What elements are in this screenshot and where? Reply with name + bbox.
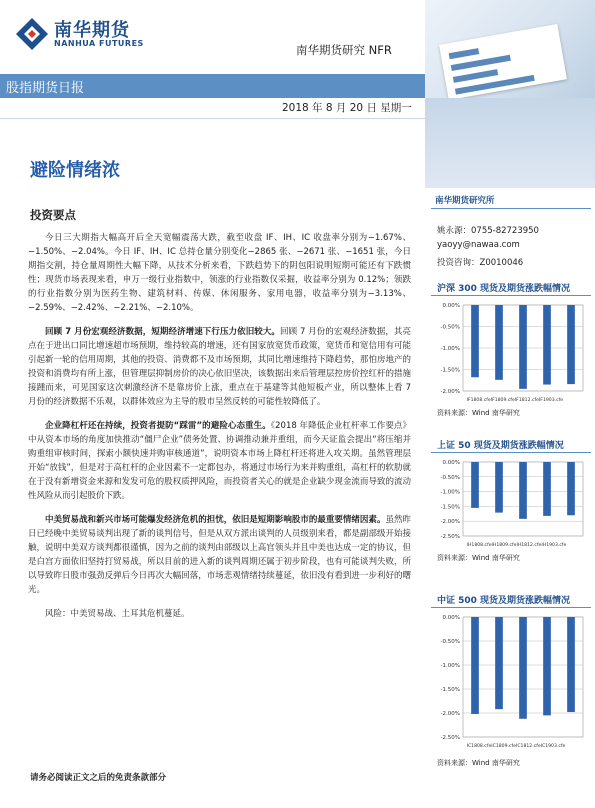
body-paragraph bbox=[28, 607, 411, 621]
y-tick-label: -2.50% bbox=[440, 534, 460, 540]
report-type: 股指期货日报 bbox=[6, 81, 85, 96]
bar bbox=[567, 305, 575, 384]
research-label: 南华期货研究 NFR bbox=[296, 43, 392, 57]
bar bbox=[543, 305, 551, 385]
bar bbox=[495, 617, 503, 709]
y-tick-label: 0.00% bbox=[442, 460, 460, 466]
hero-paper-graphic bbox=[439, 24, 567, 98]
logo-mark-icon bbox=[14, 16, 50, 52]
paragraph-text: 风险：中美贸易战、土耳其危机蔓延。 bbox=[45, 609, 190, 619]
paragraph-text: 回顾 7 月份的宏观经济数据，其亮点在于进出口同比增速超市场预期，维持较高的增速，还有国家放宽货币政策，宽货币和宽信用有可能引起新一轮的信用周期，其他的投资、消费都不及市场预期，其同比增速维持下降趋势，那怕房地产的投资和消费均有所上涨，但管理层抑制房价的决心依旧坚决，该数据出来后管理层控房价控红杆的措施接踵而来，可见国家这次刺激经济不是靠房价上涨，重点在于基建等其他短板产业，所以整体上看 7 月份的经济数据不乐观，以群体效应为主导的股市呈然反转的可能性较降低了。 bbox=[28, 327, 411, 407]
bar bbox=[519, 462, 527, 519]
bar bbox=[471, 617, 479, 714]
section-heading: 投资要点 bbox=[30, 208, 76, 222]
bar bbox=[495, 305, 503, 380]
report-type-band bbox=[0, 74, 425, 98]
sidebar-divider bbox=[431, 208, 591, 209]
paragraph-lead: 回顾 7 月份宏观经济数据，短期经济增速下行压力依旧较大。 bbox=[45, 327, 281, 337]
chart-zz500 bbox=[433, 611, 589, 751]
y-tick-label: -1.00% bbox=[440, 489, 460, 496]
body-text bbox=[28, 231, 411, 631]
bar bbox=[519, 617, 527, 719]
sidebar-top-panel bbox=[425, 98, 595, 188]
bar bbox=[471, 305, 479, 377]
page-title: 避险情绪浓 bbox=[30, 160, 120, 181]
body-paragraph bbox=[28, 325, 411, 409]
y-tick-label: -0.50% bbox=[440, 474, 460, 481]
bar bbox=[567, 462, 575, 515]
analyst-email: yaoyy@nawaa.com bbox=[437, 240, 520, 250]
y-tick-label: -0.50% bbox=[440, 639, 460, 645]
y-tick-label: -2.00% bbox=[440, 711, 460, 717]
bar bbox=[519, 305, 527, 389]
chart-sz50 bbox=[433, 456, 589, 550]
chart-source: 资料来源：Wind 南华研究 bbox=[437, 554, 520, 562]
paragraph-text: 今日三大期指大幅高开后全天宽幅震荡大跌，截至收盘 IF、IH、IC 收盘率分别为−1.67%、−1.50%、−2.04%。今日 IF、IH、IC 总持仓量分别变化−2865 张、−2671 张、−1651 张，今日期指交割，持仓量周期性大幅下降，从技术分析来看，下跌趋势下的阴包阳说明短期可能还有下跌惯性；现货市场表现来看，申万一级行业指数中，领涨的行业指数仅采掘，收益率分别为 0.12%；领跌的行业指数分别为医药生物、建筑材料、传媒、休闲服务、家用电器，收益率分别为−3.13%、−2.59%、−2.42%、−2.21%、−2.10%。 bbox=[28, 233, 411, 313]
chart-title-hs300: 沪深 300 现货及期货涨跌幅情况 bbox=[437, 284, 571, 294]
body-paragraph bbox=[28, 513, 411, 597]
y-tick-label: -2.50% bbox=[440, 735, 460, 741]
license-number: 投资咨询：Z0010046 bbox=[437, 258, 524, 268]
y-tick-label: -0.50% bbox=[440, 324, 460, 331]
header-photo bbox=[425, 0, 595, 98]
analyst-contact: 姚永源：0755-82723950 bbox=[437, 226, 539, 236]
report-date: 2018 年 8 月 20 日 星期一 bbox=[282, 102, 412, 114]
bar bbox=[471, 462, 479, 508]
y-tick-label: -1.50% bbox=[440, 687, 460, 693]
institution-name: 南华期货研究所 bbox=[435, 196, 495, 206]
y-tick-label: 0.00% bbox=[442, 615, 460, 621]
chart-source: 资料来源：Wind 南华研究 bbox=[437, 759, 520, 767]
header-divider bbox=[0, 118, 425, 119]
bar bbox=[543, 462, 551, 516]
chart-title-zz500: 中证 500 现货及期货涨跌幅情况 bbox=[437, 596, 571, 606]
paragraph-lead: 企业降杠杆还在持续，投资者提防“踩雷”的避险心态重生。 bbox=[45, 421, 271, 431]
disclaimer-note: 请务必阅读正文之后的免责条款部分 bbox=[30, 773, 167, 783]
paragraph-text: 虽然昨日已经晚中美贸易谈判出现了新的谈判信号，但是从双方派出谈判的人员级别来看，都是副部级开始接触，说明中美双方谈判都很谨慎，因为之前的谈判由部级以上高官领头并且中美也达成一定的协议，但是白宫方面依旧坚持打贸易战，所以目前的进入新的谈判周期还属于初步阶段，也有可能谈判失败，所以导致昨日股市强劲反弹后今日再次大幅回落，市场悲观情绪持续蔓延，依旧没有看到进一步利好的曙光。 bbox=[28, 515, 411, 595]
bar bbox=[495, 462, 503, 513]
y-tick-label: -1.00% bbox=[440, 663, 460, 669]
logo-name-cn: 南华期货 bbox=[54, 20, 130, 41]
sidebar-divider bbox=[431, 607, 591, 608]
y-tick-label: -1.50% bbox=[440, 367, 460, 374]
body-paragraph bbox=[28, 419, 411, 503]
y-tick-label: -1.00% bbox=[440, 346, 460, 352]
sidebar-divider bbox=[431, 452, 591, 453]
chart-source: 资料来源：Wind 南华研究 bbox=[437, 409, 520, 417]
y-tick-label: 0.00% bbox=[442, 303, 460, 309]
bar bbox=[567, 617, 575, 712]
y-tick-label: -1.50% bbox=[440, 504, 460, 511]
company-logo bbox=[14, 14, 144, 54]
paragraph-lead: 中美贸易战和新兴市场可能爆发经济危机的担忧，依旧是短期影响股市的最重要情绪因素。 bbox=[45, 515, 386, 525]
x-tick-labels: IH1808.cfeIH1809.cfeIH1812.cfeIH1903.cfe bbox=[466, 543, 567, 548]
sidebar bbox=[425, 98, 595, 808]
x-tick-labels: IF1808.cfeIF1809.cfeIF1812.cfeIF1903.cfe bbox=[466, 398, 564, 403]
sidebar-divider bbox=[431, 295, 591, 296]
y-tick-label: -2.00% bbox=[440, 389, 460, 395]
bar bbox=[543, 617, 551, 715]
paragraph-text: 《2018 年降低企业杠杆率工作要点》中从资本市场的角度加快推动“僵尸企业”债务处置、协调推动兼并重组，而今天证监会提出“将压缩并购重组审核时间，探索小额快速并购审核通道”，说明资本市场上降杠杆还将进入攻关期。虽然管理层开始“放钱”，但是对于高杠杆的企业因素不一定都包办，将通过市场行为来并购重组，高杠杆的软肋就在于没有新增资金来源和发发可危的股权质押风险，而投资者关心的就是企业缺少现金流而导致的流动性风险从而引起股价下跌。 bbox=[28, 421, 411, 501]
x-tick-labels: IC1808.cfeIC1809.cfeIC1812.cfeIC1903.cfe bbox=[466, 744, 566, 749]
logo-name-en: NANHUA FUTURES bbox=[54, 39, 144, 48]
chart-title-sz50: 上证 50 现货及期货涨跌幅情况 bbox=[437, 441, 564, 451]
chart-hs300 bbox=[433, 299, 589, 405]
body-paragraph bbox=[28, 231, 411, 315]
y-tick-label: -2.00% bbox=[440, 519, 460, 526]
